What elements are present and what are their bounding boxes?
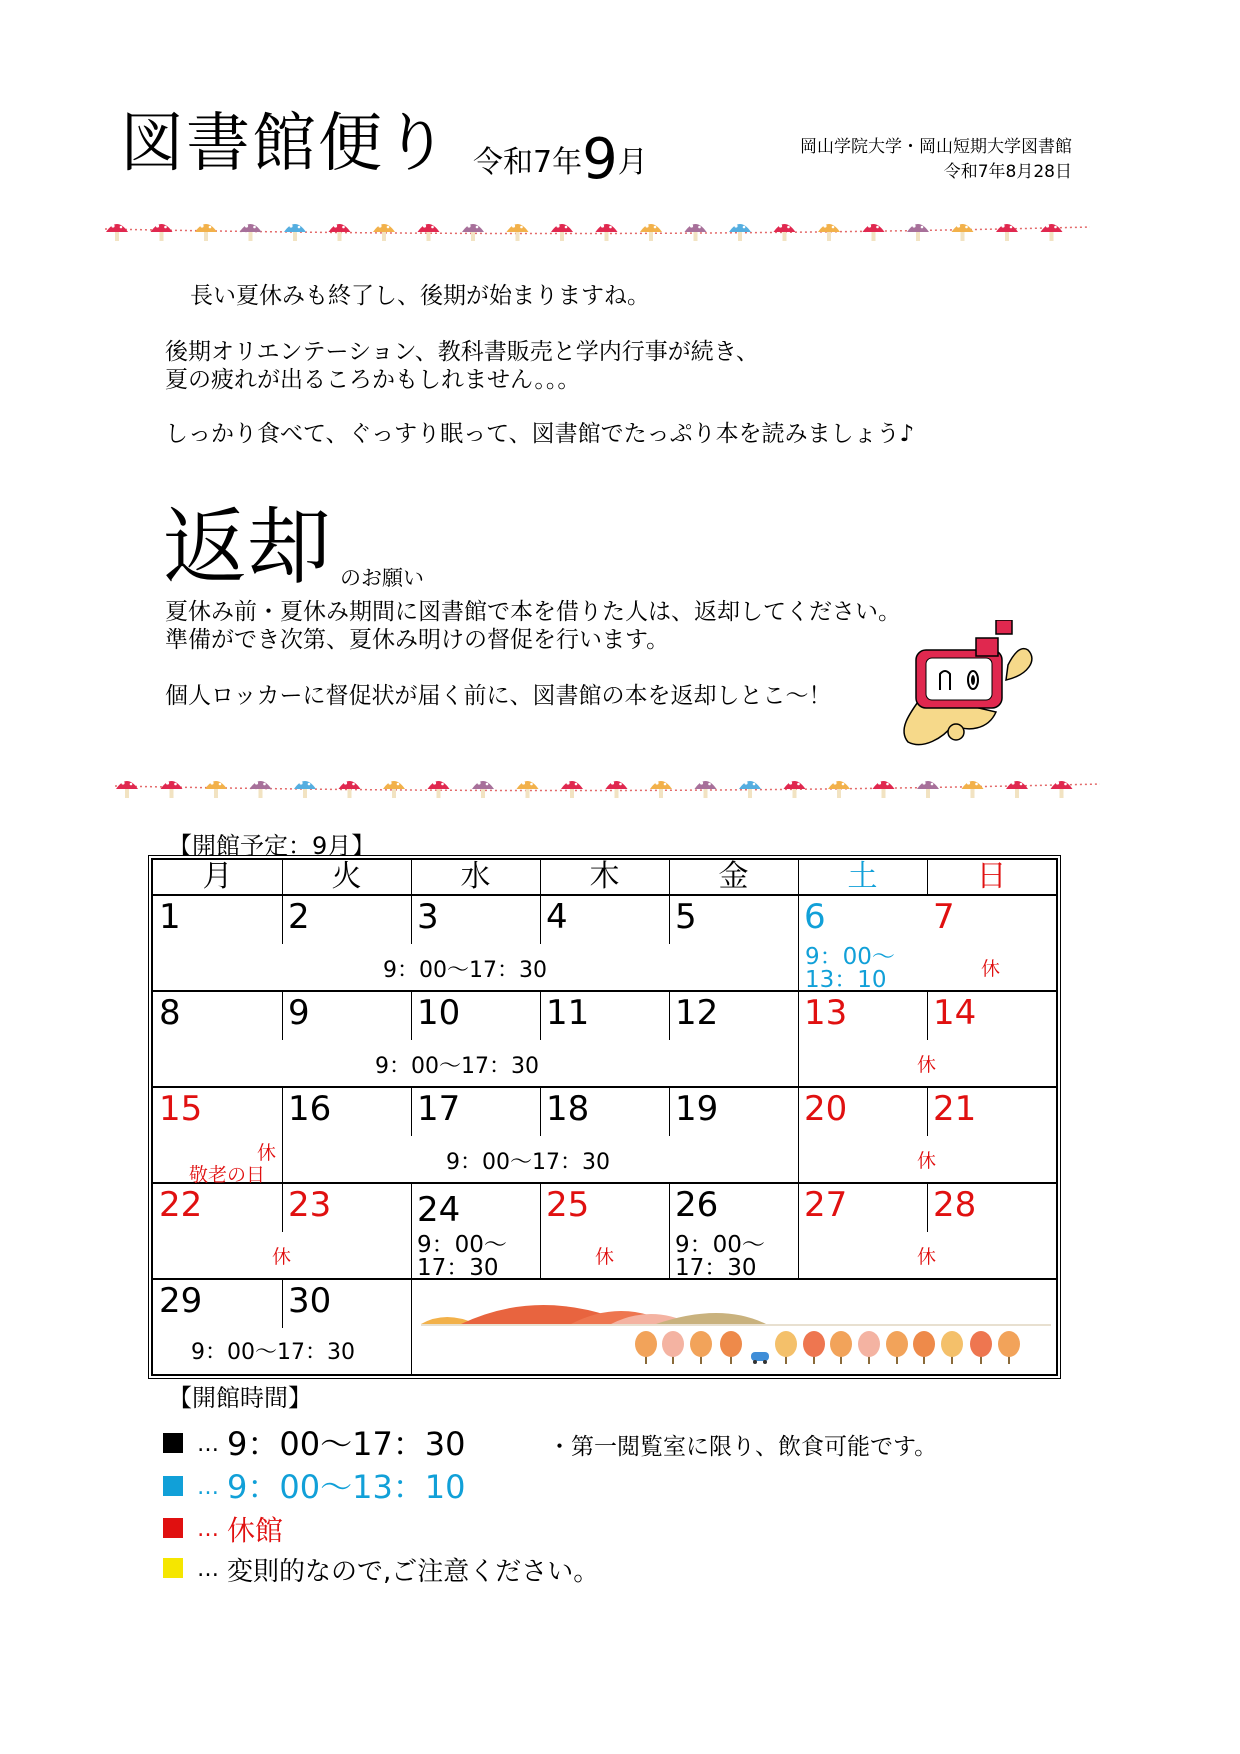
day-3: 3 <box>417 897 439 937</box>
hours-day26-line2: 17：30 <box>675 1255 757 1281</box>
hours-week2: 9：00～17：30 <box>375 1054 539 1079</box>
day-25: 25 <box>546 1185 590 1225</box>
day-5: 5 <box>675 897 697 937</box>
day-7: 7 <box>933 897 955 937</box>
hours-day26-line1: 9：00～ <box>675 1232 765 1258</box>
closed-day15: 休 <box>257 1142 277 1164</box>
holiday-name: 敬老の日 <box>189 1164 266 1186</box>
legend-irregular-text: 変則的なので,ご注意ください。 <box>227 1557 600 1587</box>
hours-week5: 9：00～17：30 <box>191 1340 355 1365</box>
day-21: 21 <box>933 1089 977 1129</box>
day-19: 19 <box>675 1089 719 1129</box>
day-15: 15 <box>159 1089 203 1129</box>
hours-day24-line2: 17：30 <box>417 1255 499 1281</box>
issue-date <box>473 127 648 192</box>
hours-week1: 9：00～17：30 <box>383 958 547 983</box>
closed-day25: 休 <box>595 1246 615 1268</box>
library-mascot-icon <box>888 620 1048 760</box>
legend-short-text: 9：00～13：10 <box>227 1468 466 1506</box>
publish-date: 令和7年8月28日 <box>943 162 1072 182</box>
intro-line-4: しっかり食べて、ぐっすり眠って、図書館でたっぷり本を読みましょう♪ <box>165 421 915 447</box>
day-11: 11 <box>546 993 590 1033</box>
yellow-square-icon <box>163 1558 183 1578</box>
return-heading: 返却 <box>163 498 332 596</box>
weekday-mon: 月 <box>202 859 233 894</box>
opening-hours-label: 【開館時間】 <box>168 1384 312 1412</box>
day-13: 13 <box>804 993 848 1033</box>
closed-22-23: 休 <box>272 1246 292 1268</box>
mushroom-garland-middle <box>115 772 1100 808</box>
day-16: 16 <box>288 1089 332 1129</box>
closed-weekend-2: 休 <box>917 1054 937 1076</box>
closed-weekend-3: 休 <box>917 1150 937 1172</box>
legend-closed: … 休館 <box>163 1513 283 1545</box>
hours-week3: 9：00～17：30 <box>446 1150 610 1175</box>
publisher-name: 岡山学院大学・岡山短期大学図書館 <box>800 137 1072 157</box>
weekday-wed: 水 <box>460 859 491 894</box>
return-line-3: 個人ロッカーに督促状が届く前に、図書館の本を返却しとこ～！ <box>165 683 832 709</box>
eating-note: ・第一閲覧室に限り、飲食可能です。 <box>548 1434 938 1460</box>
mushroom-garland-top <box>105 215 1090 251</box>
newsletter-title: 図書館便り <box>120 107 450 181</box>
return-line-1: 夏休み前・夏休み期間に図書館で本を借りた人は、返却してください。 <box>165 599 901 625</box>
day-4: 4 <box>546 897 568 937</box>
weekday-sun: 日 <box>976 859 1007 894</box>
hours-day6-line1: 9：00～ <box>805 944 895 970</box>
day-20: 20 <box>804 1089 848 1129</box>
day-17: 17 <box>417 1089 461 1129</box>
intro-line-1: 長い夏休みも終了し、後期が始まりますね。 <box>190 283 650 309</box>
legend-normal: … 9：00～17：30 <box>163 1428 466 1460</box>
day-29: 29 <box>159 1281 203 1321</box>
weekday-fri: 金 <box>718 859 749 894</box>
day-24: 24 <box>417 1190 461 1230</box>
legend-short: … 9：00～13：10 <box>163 1471 466 1503</box>
day-26: 26 <box>675 1185 719 1225</box>
legend-irregular: … 変則的なので,ご注意ください。 <box>163 1553 599 1585</box>
day-28: 28 <box>933 1185 977 1225</box>
hours-day24-line1: 9：00～ <box>417 1232 507 1258</box>
day-30: 30 <box>288 1281 332 1321</box>
weekday-thu: 木 <box>589 859 620 894</box>
day-18: 18 <box>546 1089 590 1129</box>
intro-line-2: 後期オリエンテーション、教科書販売と学内行事が続き、 <box>165 339 759 365</box>
legend-normal-text: 9：00～17：30 <box>227 1425 466 1463</box>
publisher-block <box>800 135 1072 185</box>
issue-prefix: 令和7年 <box>473 145 583 180</box>
calendar-grid <box>151 858 1058 1376</box>
day-14: 14 <box>933 993 977 1033</box>
hours-day6-line2: 13：10 <box>805 967 887 993</box>
autumn-scenery-icon <box>421 1284 1051 1372</box>
closed-weekend-4: 休 <box>917 1246 937 1268</box>
return-heading-suffix: のお願い <box>340 566 424 590</box>
weekday-sat: 土 <box>847 859 878 894</box>
day-2: 2 <box>288 897 310 937</box>
day-10: 10 <box>417 993 461 1033</box>
intro-line-3: 夏の疲れが出るころかもしれません。。。 <box>165 367 581 393</box>
day-9: 9 <box>288 993 310 1033</box>
day-1: 1 <box>159 897 181 937</box>
issue-month: 9 <box>582 127 618 192</box>
calendar-label: 【開館予定：9月】 <box>168 832 376 860</box>
day-22: 22 <box>159 1185 203 1225</box>
day-6: 6 <box>804 897 826 937</box>
weekday-tue: 火 <box>331 859 362 894</box>
day-8: 8 <box>159 993 181 1033</box>
day-23: 23 <box>288 1185 332 1225</box>
blue-square-icon <box>163 1476 183 1496</box>
black-square-icon <box>163 1433 183 1453</box>
day-27: 27 <box>804 1185 848 1225</box>
issue-suffix: 月 <box>617 145 648 180</box>
day-12: 12 <box>675 993 719 1033</box>
closed-day7: 休 <box>981 958 1001 980</box>
legend-closed-text: 休館 <box>227 1514 284 1547</box>
return-line-2: 準備ができ次第、夏休み明けの督促を行います。 <box>165 627 670 653</box>
red-square-icon <box>163 1518 183 1538</box>
